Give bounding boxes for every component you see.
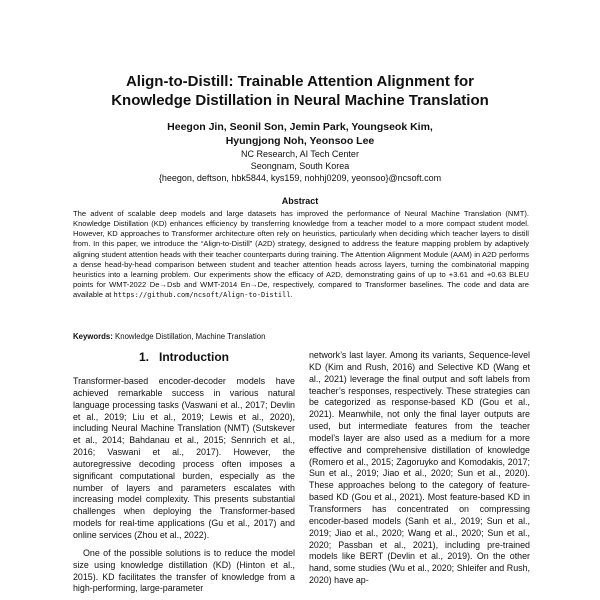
keywords-line — [73, 332, 529, 342]
abstract-heading: Abstract — [281, 196, 319, 206]
title-line-1: Align-to-Distill: Trainable Attention Alignment for — [125, 73, 475, 90]
abstract-end: . — [290, 290, 293, 300]
affiliation-org: NC Research, AI Tech Center — [241, 149, 359, 159]
paper-title — [60, 72, 540, 110]
section-heading-introduction — [73, 349, 295, 365]
section-title: Introduction — [159, 350, 229, 364]
abstract-text: The advent of scalable deep models and large datasets has improved the performance of Neural Machine Translation (NMT). Knowledge Distillation (KD) enhances efficiency by transferring knowledge from a teacher model to a more compact student model. However, KD approaches to Transformer architecture often rely on heuristics, particularly when deciding which teacher layers to distill from. In this paper, we introduce the “Align-to-Distill” (A2D) strategy, designed to address the feature mapping problem by adaptively aligning student attention heads with their teacher counterparts during training. The Attention Alignment Module (AAM) in A2D performs a dense head-by-head comparison between student and teacher attention heads across layers, turning the combinatorial mapping heuristics into a learning problem. Our experiments show the efficacy of A2D, demonstrating gains of up to +3.61 and +0.63 BLEU points for WMT-2022 De→Dsb and WMT-2014 En→De, respectively, compared to Transformer baselines. The code and data are available at — [73, 209, 529, 300]
left-column — [73, 376, 295, 595]
author-list — [80, 121, 520, 148]
keywords-label: Keywords: — [73, 332, 113, 341]
affiliation-location: Seongnam, South Korea — [250, 161, 350, 171]
authors-line-1: Heegon Jin, Seonil Son, Jemin Park, Youngseok Kim, — [167, 121, 433, 133]
authors-line-2: Hyungjong Noh, Yeonsoo Lee — [225, 134, 375, 147]
code-url-link[interactable]: https://github.com/ncsoft/Align-to-Distill — [113, 291, 291, 300]
intro-paragraph-1: Transformer-based encoder-decoder models have achieved remarkable success in various natural language processing tasks (Vaswani et al., 2017; Devlin et al., 2019; Liu et al., 2019; Lewis et al., 2020), including Neural Machine Translation (NMT) (Sutskever et al., 2014; Bahdanau et al., 2015; Sennrich et al., 2016; Vaswani et al., 2017). However, the autoregressive decoding process often imposes a significant computational burden, especially as the number of layers and parameters escalates with increasing model complexity. This presents substantial challenges when deploying the Transformer-based models for real-time applications (Gu et al., 2017) and online services (Zhou et al., 2022). — [73, 376, 295, 540]
affiliation-emails: {heegon, deftson, hbk5844, kys159, nohhj0209, yeonsoo}@ncsoft.com — [158, 173, 442, 183]
right-column-text: network’s last layer. Among its variants, Sequence-level KD (Kim and Rush, 2016) and Selective KD (Wang et al., 2021) leverage the final output and soft labels from teacher’s responses, respectively. These strategies can be categorized as response-based KD (Gou et al., 2021). Meanwhile, not only the final layer outputs are used, but intermediate features from the teacher model’s layer are also used as a medium for a more effective and comprehensive distillation of knowledge (Romero et al., 2015; Zagoruyko and Komodakis, 2017; Sun et al., 2019; Jiao et al., 2020; Sun et al., 2020). These approaches belong to the category of feature-based KD (Gou et al., 2021). Most feature-based KD in Transformers has concentrated on compressing encoder-based models (Sanh et al., 2019; Sun et al., 2019; Jiao et al., 2020; Wang et al., 2020; Sun et al., 2020; Passban et al., 2021), including pre-trained models like BERT (Devlin et al., 2019). On the other hand, some studies (Wu et al., 2020; Shleifer and Rush, 2020) have ap- — [309, 350, 530, 586]
keywords-text: Knowledge Distillation, Machine Translation — [112, 332, 266, 341]
intro-paragraph-2: One of the possible solutions is to reduce the model size using knowledge distillation (KD) (Hinton et al., 2015). KD facilitates the transfer of knowledge from a high-performing, large-parameter — [73, 547, 295, 594]
section-number: 1. — [138, 350, 149, 364]
affiliation-block — [80, 148, 520, 184]
title-line-2: Knowledge Distillation in Neural Machine Translation — [111, 92, 489, 109]
abstract-body — [73, 209, 529, 300]
right-column — [309, 350, 530, 587]
